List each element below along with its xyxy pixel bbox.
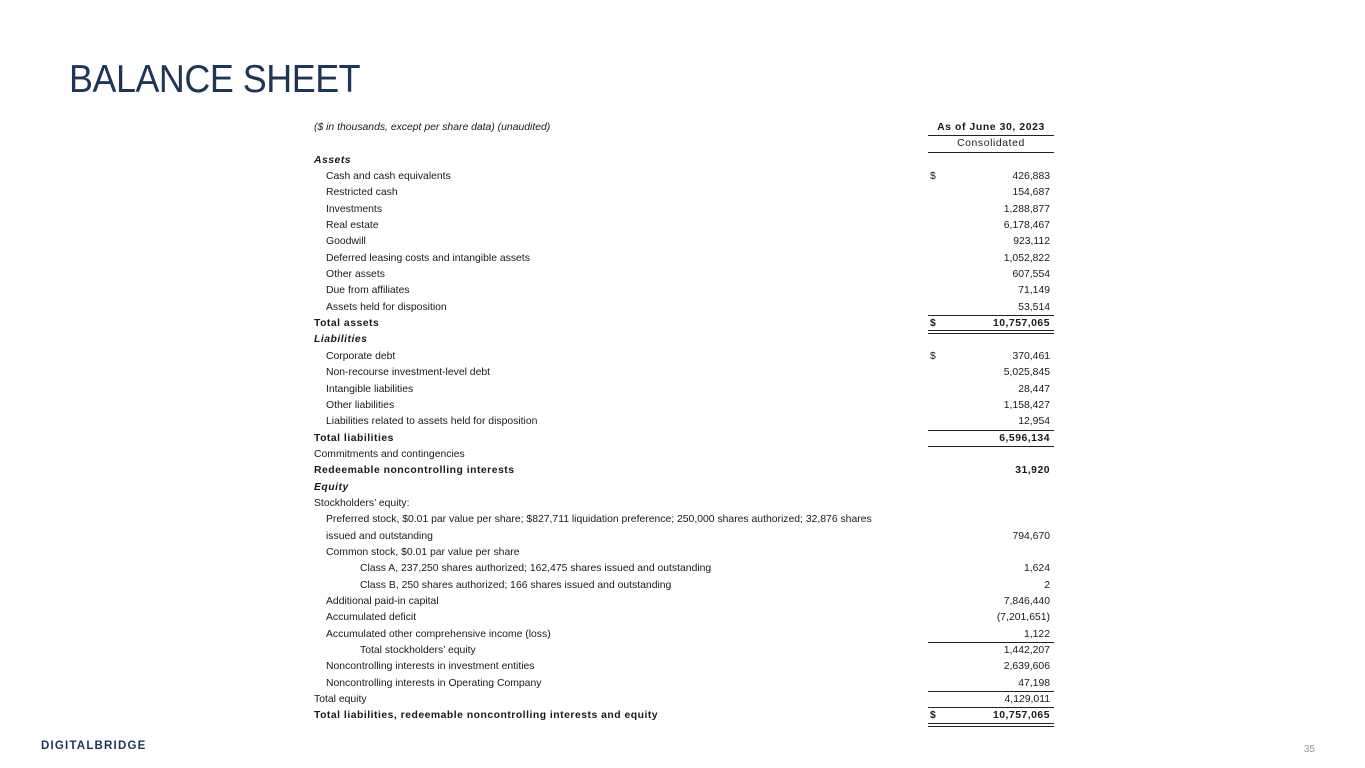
units-note: ($ in thousands, except per share data) (unaudited) (314, 122, 551, 133)
table-row (314, 643, 1054, 659)
currency-symbol: $ (930, 350, 936, 362)
table-row (314, 185, 1054, 201)
table-row (314, 594, 1054, 610)
row-label: Real estate (326, 220, 379, 232)
row-value: 1,288,877 (1003, 203, 1050, 215)
row-label: Total assets (314, 318, 380, 330)
row-value: 53,514 (1018, 301, 1050, 313)
table-row (314, 578, 1054, 594)
table-row (314, 349, 1054, 365)
row-value: 794,670 (1012, 530, 1050, 542)
column-subheader: Consolidated (957, 138, 1025, 150)
row-label: Cash and cash equivalents (326, 171, 451, 183)
row-label: Accumulated other comprehensive income (loss) (326, 628, 551, 640)
table-row (314, 431, 1054, 447)
row-label: Equity (314, 481, 349, 493)
row-value: 1,122 (1023, 628, 1050, 640)
row-label: Class A, 237,250 shares authorized; 162,475 shares issued and outstanding (360, 563, 712, 575)
row-value: 31,920 (1015, 465, 1050, 477)
row-label: Preferred stock, $0.01 par value per share; $827,711 liquidation preference; 250,000 shares authorized; 32,876 shares (326, 514, 872, 526)
row-label: issued and outstanding (326, 530, 433, 542)
row-label: Deferred leasing costs and intangible assets (326, 252, 530, 264)
company-logo: DIGITALBRIDGE (41, 740, 147, 752)
row-value: 28,447 (1018, 383, 1050, 395)
row-value: 154,687 (1012, 187, 1050, 199)
row-value: 607,554 (1012, 269, 1050, 281)
row-label: Corporate debt (326, 350, 396, 362)
table-row (314, 561, 1054, 577)
table-row (314, 676, 1054, 692)
row-label: Redeemable noncontrolling interests (314, 465, 515, 477)
row-value: 6,596,134 (999, 432, 1050, 444)
currency-symbol: $ (930, 171, 936, 183)
row-label: Common stock, $0.01 par value per share (326, 546, 520, 558)
table-row (314, 332, 1054, 348)
table-row (314, 382, 1054, 398)
row-value: 10,757,065 (992, 318, 1050, 330)
row-value: (7,201,651) (996, 612, 1050, 624)
table-row (314, 365, 1054, 381)
row-label: Total liabilities, redeemable noncontrolling interests and equity (314, 710, 659, 722)
row-label: Assets (314, 154, 352, 166)
row-value: 1,624 (1023, 563, 1050, 575)
table-row (314, 496, 1054, 512)
row-value: 2,639,606 (1003, 661, 1050, 673)
column-header: As of June 30, 2023 (937, 122, 1045, 133)
table-row (314, 153, 1054, 169)
row-label: Stockholders’ equity: (314, 497, 410, 509)
row-label: Liabilities related to assets held for disposition (326, 416, 538, 428)
balance-sheet-table (314, 120, 1054, 725)
table-row (314, 447, 1054, 463)
row-value: 7,846,440 (1003, 595, 1050, 607)
row-value: 1,052,822 (1003, 252, 1050, 264)
table-row (314, 202, 1054, 218)
table-row (314, 463, 1054, 479)
table-row (314, 251, 1054, 267)
row-value: 6,178,467 (1003, 220, 1050, 232)
table-row (314, 316, 1054, 332)
table-row (314, 545, 1054, 561)
row-label: Intangible liabilities (326, 383, 414, 395)
table-row (314, 529, 1054, 545)
row-label: Non-recourse investment-level debt (326, 367, 491, 379)
table-row (314, 169, 1054, 185)
row-label: Noncontrolling interests in Operating Company (326, 677, 542, 689)
row-value: 5,025,845 (1003, 367, 1050, 379)
row-value: 47,198 (1018, 677, 1050, 689)
table-row (314, 627, 1054, 643)
currency-symbol: $ (930, 318, 937, 330)
table-row (314, 300, 1054, 316)
row-value: 12,954 (1018, 416, 1050, 428)
table-row (314, 708, 1054, 724)
row-label: Class B, 250 shares authorized; 166 shares issued and outstanding (360, 579, 672, 591)
row-value: 4,129,011 (1004, 694, 1050, 706)
table-row (314, 283, 1054, 299)
row-label: Accumulated deficit (326, 612, 417, 624)
table-body (314, 153, 1054, 725)
row-label: Commitments and contingencies (314, 448, 465, 460)
row-value: 10,757,065 (992, 710, 1050, 722)
table-row (314, 512, 1054, 528)
page-number: 35 (1303, 744, 1315, 755)
row-value: 2 (1044, 579, 1050, 591)
page-title: BALANCE SHEET (69, 58, 361, 101)
row-value: 923,112 (1013, 236, 1050, 248)
table-row (314, 480, 1054, 496)
currency-symbol: $ (930, 710, 937, 722)
row-value: 71,149 (1018, 285, 1050, 297)
table-row (314, 398, 1054, 414)
row-label: Other liabilities (326, 399, 395, 411)
table-row (314, 218, 1054, 234)
row-value: 426,883 (1012, 171, 1050, 183)
subheader-row (314, 136, 1054, 152)
row-label: Noncontrolling interests in investment entities (326, 661, 535, 673)
row-label: Total equity (314, 694, 367, 706)
table-row (314, 692, 1054, 708)
table-row (314, 234, 1054, 250)
table-row (314, 267, 1054, 283)
row-label: Investments (326, 203, 383, 215)
row-value: 370,461 (1012, 350, 1050, 362)
row-value: 1,442,207 (1003, 645, 1050, 656)
total-double-rule (928, 723, 1054, 727)
row-label: Goodwill (326, 236, 366, 248)
row-label: Due from affiliates (326, 285, 410, 297)
header-row (314, 120, 1054, 136)
row-value: 1,158,427 (1003, 399, 1050, 411)
row-label: Total stockholders’ equity (360, 645, 476, 656)
table-row (314, 659, 1054, 675)
table-row (314, 414, 1054, 430)
row-label: Assets held for disposition (326, 301, 447, 313)
table-row (314, 610, 1054, 626)
row-label: Liabilities (314, 334, 368, 346)
row-label: Other assets (326, 269, 385, 281)
row-label: Restricted cash (326, 187, 398, 199)
row-label: Additional paid-in capital (326, 595, 439, 607)
row-label: Total liabilities (314, 432, 394, 444)
